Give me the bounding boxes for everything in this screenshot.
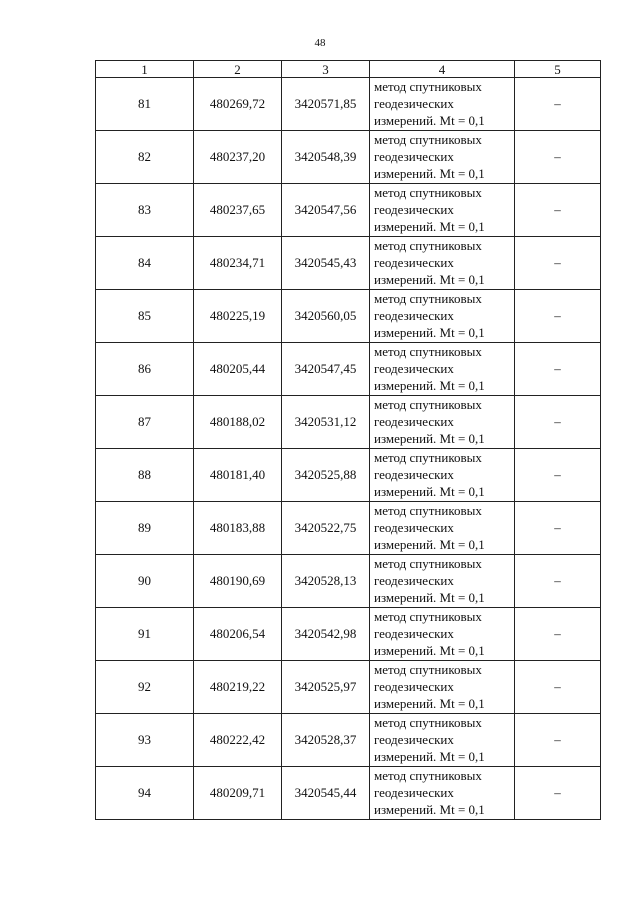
x-coordinate-cell: 480206,54 [194, 608, 282, 661]
method-line: метод спутниковых [374, 397, 482, 412]
method-line: измерений. Mt = 0,1 [374, 272, 485, 287]
point-number-cell: 87 [96, 396, 194, 449]
method-cell [370, 290, 515, 343]
table-row [96, 714, 601, 767]
note-cell: – [515, 661, 601, 714]
y-coordinate-cell: 3420560,05 [282, 290, 370, 343]
table-row [96, 396, 601, 449]
header-col-5: 5 [515, 61, 601, 78]
table-row [96, 290, 601, 343]
y-coordinate-cell: 3420548,39 [282, 131, 370, 184]
y-coordinate-cell: 3420528,37 [282, 714, 370, 767]
point-number-cell: 85 [96, 290, 194, 343]
method-line: геодезических [374, 149, 454, 164]
method-cell [370, 131, 515, 184]
method-line: метод спутниковых [374, 79, 482, 94]
method-line: измерений. Mt = 0,1 [374, 113, 485, 128]
table-row [96, 661, 601, 714]
x-coordinate-cell: 480205,44 [194, 343, 282, 396]
method-line: метод спутниковых [374, 291, 482, 306]
table-row [96, 78, 601, 131]
x-coordinate-cell: 480190,69 [194, 555, 282, 608]
y-coordinate-cell: 3420545,43 [282, 237, 370, 290]
method-cell [370, 502, 515, 555]
header-col-1: 1 [96, 61, 194, 78]
note-cell: – [515, 449, 601, 502]
method-line: метод спутниковых [374, 185, 482, 200]
point-number-cell: 83 [96, 184, 194, 237]
method-line: измерений. Mt = 0,1 [374, 431, 485, 446]
y-coordinate-cell: 3420531,12 [282, 396, 370, 449]
note-cell: – [515, 555, 601, 608]
x-coordinate-cell: 480225,19 [194, 290, 282, 343]
y-coordinate-cell: 3420542,98 [282, 608, 370, 661]
method-line: геодезических [374, 679, 454, 694]
page-number: 48 [314, 37, 326, 49]
method-line: метод спутниковых [374, 238, 482, 253]
x-coordinate-cell: 480237,65 [194, 184, 282, 237]
method-line: геодезических [374, 96, 454, 111]
method-line: измерений. Mt = 0,1 [374, 537, 485, 552]
table-row [96, 131, 601, 184]
method-cell [370, 237, 515, 290]
note-cell: – [515, 396, 601, 449]
method-line: геодезических [374, 467, 454, 482]
note-cell: – [515, 237, 601, 290]
method-line: геодезических [374, 202, 454, 217]
method-line: метод спутниковых [374, 450, 482, 465]
point-number-cell: 94 [96, 767, 194, 820]
method-line: геодезических [374, 361, 454, 376]
method-cell [370, 184, 515, 237]
method-line: метод спутниковых [374, 662, 482, 677]
method-cell [370, 449, 515, 502]
method-cell [370, 714, 515, 767]
y-coordinate-cell: 3420547,45 [282, 343, 370, 396]
method-line: геодезических [374, 255, 454, 270]
header-col-2: 2 [194, 61, 282, 78]
point-number-cell: 91 [96, 608, 194, 661]
table-row [96, 767, 601, 820]
method-line: метод спутниковых [374, 132, 482, 147]
method-line: геодезических [374, 308, 454, 323]
table-row [96, 184, 601, 237]
note-cell: – [515, 131, 601, 184]
method-line: геодезических [374, 520, 454, 535]
note-cell: – [515, 343, 601, 396]
method-line: геодезических [374, 785, 454, 800]
method-line: геодезических [374, 732, 454, 747]
method-line: измерений. Mt = 0,1 [374, 590, 485, 605]
method-line: метод спутниковых [374, 503, 482, 518]
x-coordinate-cell: 480183,88 [194, 502, 282, 555]
method-line: геодезических [374, 414, 454, 429]
point-number-cell: 92 [96, 661, 194, 714]
header-row [96, 61, 601, 78]
y-coordinate-cell: 3420547,56 [282, 184, 370, 237]
note-cell: – [515, 78, 601, 131]
method-cell [370, 608, 515, 661]
method-line: измерений. Mt = 0,1 [374, 219, 485, 234]
method-line: измерений. Mt = 0,1 [374, 325, 485, 340]
coordinates-table [95, 60, 601, 820]
method-line: измерений. Mt = 0,1 [374, 749, 485, 764]
header-col-4: 4 [370, 61, 515, 78]
point-number-cell: 88 [96, 449, 194, 502]
method-line: измерений. Mt = 0,1 [374, 696, 485, 711]
point-number-cell: 90 [96, 555, 194, 608]
method-line: геодезических [374, 626, 454, 641]
note-cell: – [515, 502, 601, 555]
note-cell: – [515, 608, 601, 661]
note-cell: – [515, 184, 601, 237]
y-coordinate-cell: 3420525,88 [282, 449, 370, 502]
note-cell: – [515, 767, 601, 820]
method-cell [370, 767, 515, 820]
method-line: измерений. Mt = 0,1 [374, 802, 485, 817]
method-cell [370, 555, 515, 608]
x-coordinate-cell: 480181,40 [194, 449, 282, 502]
y-coordinate-cell: 3420525,97 [282, 661, 370, 714]
method-line: метод спутниковых [374, 556, 482, 571]
method-line: измерений. Mt = 0,1 [374, 378, 485, 393]
method-cell [370, 343, 515, 396]
method-line: метод спутниковых [374, 768, 482, 783]
x-coordinate-cell: 480188,02 [194, 396, 282, 449]
note-cell: – [515, 290, 601, 343]
method-line: измерений. Mt = 0,1 [374, 166, 485, 181]
table-row [96, 237, 601, 290]
y-coordinate-cell: 3420545,44 [282, 767, 370, 820]
y-coordinate-cell: 3420571,85 [282, 78, 370, 131]
x-coordinate-cell: 480237,20 [194, 131, 282, 184]
method-cell [370, 661, 515, 714]
x-coordinate-cell: 480209,71 [194, 767, 282, 820]
point-number-cell: 82 [96, 131, 194, 184]
method-cell [370, 396, 515, 449]
x-coordinate-cell: 480219,22 [194, 661, 282, 714]
table-row [96, 343, 601, 396]
method-line: метод спутниковых [374, 715, 482, 730]
method-line: измерений. Mt = 0,1 [374, 484, 485, 499]
method-cell [370, 78, 515, 131]
table-body [96, 78, 601, 820]
y-coordinate-cell: 3420522,75 [282, 502, 370, 555]
method-line: метод спутниковых [374, 344, 482, 359]
table-row [96, 608, 601, 661]
table-header [96, 61, 601, 78]
y-coordinate-cell: 3420528,13 [282, 555, 370, 608]
x-coordinate-cell: 480269,72 [194, 78, 282, 131]
method-line: измерений. Mt = 0,1 [374, 643, 485, 658]
point-number-cell: 89 [96, 502, 194, 555]
point-number-cell: 81 [96, 78, 194, 131]
method-line: геодезических [374, 573, 454, 588]
x-coordinate-cell: 480234,71 [194, 237, 282, 290]
table-row [96, 449, 601, 502]
x-coordinate-cell: 480222,42 [194, 714, 282, 767]
point-number-cell: 93 [96, 714, 194, 767]
table-row [96, 502, 601, 555]
point-number-cell: 84 [96, 237, 194, 290]
table-row [96, 555, 601, 608]
note-cell: – [515, 714, 601, 767]
header-col-3: 3 [282, 61, 370, 78]
method-line: метод спутниковых [374, 609, 482, 624]
point-number-cell: 86 [96, 343, 194, 396]
